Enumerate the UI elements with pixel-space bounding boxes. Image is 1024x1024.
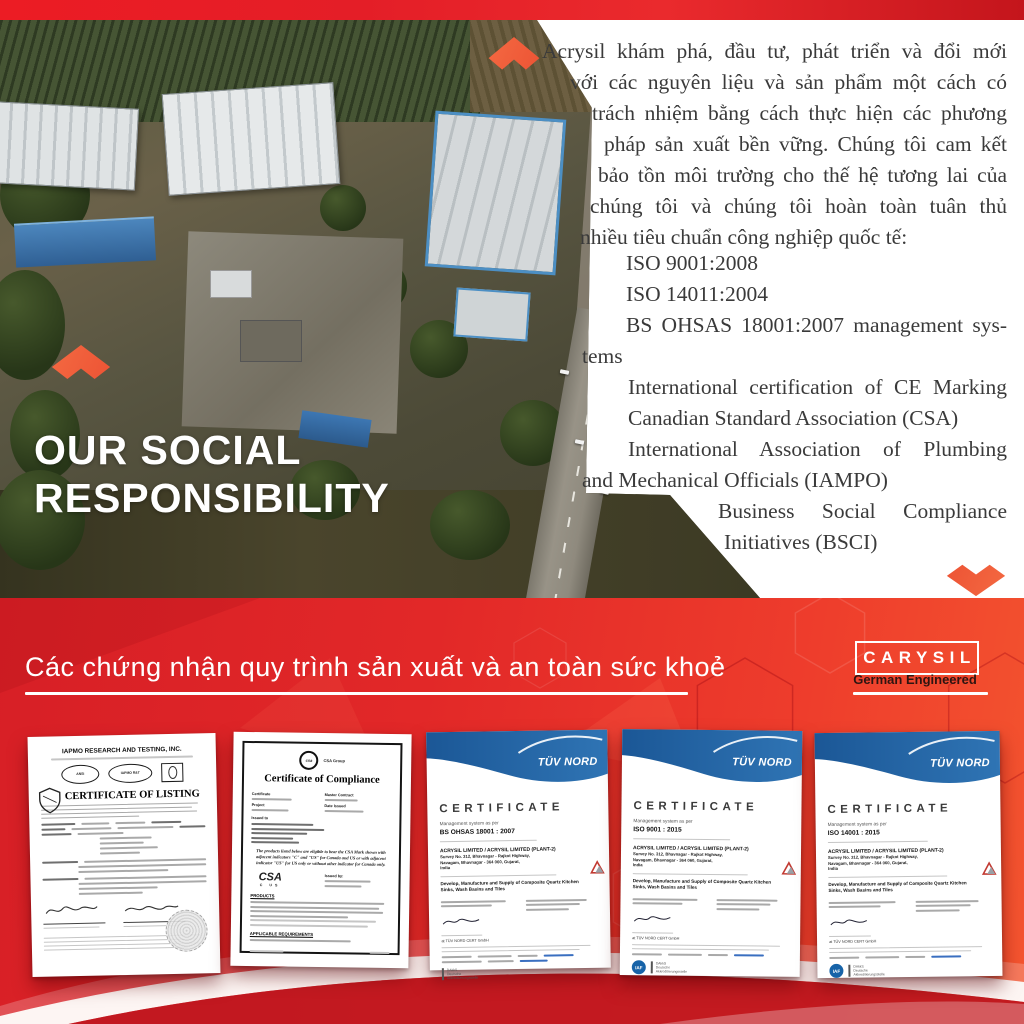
certificate-standard: ISO 14001 : 2015: [827, 828, 880, 837]
carysil-logo-text: CARYSIL: [863, 648, 976, 667]
certificate-scope: Develop, Manufacture and Supply of Composite Quartz Kitchen Sinks, Wash Basins and Tiles: [828, 880, 967, 893]
photo-detail: [162, 82, 341, 196]
signature: [43, 903, 99, 918]
tuv-header: [622, 729, 803, 795]
photo-detail: [320, 185, 366, 231]
photo-detail: [0, 270, 65, 380]
tuv-nord-logo: TÜV NORD: [732, 756, 793, 769]
signature: [441, 916, 481, 928]
certificate-tuv-iso14001: [815, 731, 1003, 978]
acrysil-triangle-logo: [779, 858, 799, 876]
photo-detail: [0, 101, 139, 190]
dakks-logo: DAkkS Deutsche Akkreditierungsstelle: [651, 961, 687, 973]
iaf-logo: IAF: [829, 964, 843, 978]
signature: [829, 917, 869, 928]
field-label: Issued by:: [324, 873, 344, 878]
page-title-line2: RESPONSIBILITY: [34, 475, 390, 521]
field-label: Project: [251, 802, 265, 807]
company-address: Survey No. 312, Bhavnagar - Rajkot Highway, Navagam, Bhavnagar - 364 060, Gujarat, India: [828, 853, 918, 872]
carysil-tagline: German Engineered: [853, 672, 977, 687]
certificate-csa-compliance: [230, 732, 411, 968]
certificate-title: CERTIFICATE: [633, 800, 759, 814]
photo-detail: [430, 490, 510, 560]
standards-item: ISO 14011:2004: [626, 282, 768, 306]
standards-item: Business Social Compliance: [718, 499, 1007, 523]
tuv-nord-logo: TÜV NORD: [929, 756, 990, 770]
acrysil-triangle-logo: [979, 858, 999, 876]
standards-item: tems: [582, 344, 623, 368]
csa-mark-icon: CSA C US: [258, 871, 282, 888]
certificate-tuv-ohsas: [426, 730, 611, 981]
field-label: Date Issued: [324, 803, 346, 809]
certificate-standard: ISO 9001 : 2015: [633, 825, 682, 834]
paragraph-line: nhiều tiêu chuẩn công nghiệp quốc tế:: [580, 225, 908, 249]
certificate-subtitle: Management system as per: [827, 822, 887, 828]
carysil-logo: [855, 641, 979, 675]
standards-item: and Mechanical Officials (IAMPO): [582, 468, 888, 492]
page-title-line1: OUR SOCIAL: [34, 427, 302, 473]
dakks-logo: DAkkS Deutsche Akkreditierungsstelle: [442, 968, 478, 981]
certificate-scope: Develop, Manufacture and Supply of Composite Quartz Kitchen Sinks, Wash Basins and Tiles: [440, 879, 579, 893]
text-placeholder: [41, 802, 205, 819]
standards-item: International Association of Plumbing: [628, 437, 1007, 461]
certificate-title: CERTIFICATE: [827, 802, 953, 816]
standards-item: International certification of CE Marking: [628, 375, 1007, 399]
heading-underline: [25, 692, 688, 695]
paragraph-line: trách nhiệm bằng cách thực hiện các phương: [592, 101, 1007, 125]
section-heading: Các chứng nhận quy trình sản xuất và an toàn sức khoẻ: [25, 652, 726, 682]
certificate-title: CERTIFICATE: [439, 801, 565, 816]
paragraph-line: chúng tôi và chúng tôi hoàn toàn tuân thủ: [590, 194, 1007, 218]
logo-underline: [853, 692, 988, 695]
field-label: Master Contract: [324, 792, 354, 797]
photo-detail: [453, 287, 530, 341]
csa-statement: The products listed below are eligible to bear the CSA Mark shown with adjacent indicators "C" and "US" for Canada and US or with adjacent indicator "US" for US only or without other indicator for Canada only.: [256, 848, 386, 867]
company-address: Survey No. 312, Bhavnagar - Rajkot Highway, Navagam, Bhavnagar - 364 060, Gujarat, India: [632, 851, 723, 868]
paragraph-line: pháp sản xuất bền vững. Chúng tôi cam kết: [604, 132, 1007, 156]
cert-body-name: at TÜV NORD CERT GmbH: [829, 939, 877, 944]
paragraph-line: bảo tồn môi trường cho thế hệ tương lai của: [598, 163, 1007, 187]
certificate-org: IAPMO RESEARCH AND TESTING, INC.: [61, 745, 182, 756]
certificate-scope: Develop, Manufacture and Supply of Composite Quartz Kitchen Sinks, Wash Basins and Tiles: [632, 878, 772, 890]
dakks-logo: DAkkS Deutsche Akkreditierungsstelle: [848, 964, 884, 976]
certificate-title: CERTIFICATE OF LISTING: [64, 787, 200, 802]
certificate-subtitle: Management system as per: [633, 819, 693, 825]
text-placeholder: [829, 897, 990, 915]
intro-paragraph: [540, 36, 1007, 253]
text-placeholder: [41, 821, 206, 896]
section-label: APPLICABLE REQUIREMENTS: [249, 930, 314, 937]
field-label: Issued to: [251, 816, 269, 821]
tuv-header: [426, 730, 608, 797]
upc-shield-icon: [39, 787, 62, 813]
acrysil-triangle-logo: [587, 857, 607, 875]
text-placeholder: [51, 756, 192, 760]
cert-body-name: at TÜV NORD CERT GmbH: [632, 936, 680, 941]
certificate-standard: BS OHSAS 18001 : 2007: [439, 827, 515, 836]
text-placeholder: [441, 896, 598, 915]
standards-item: Initiatives (BSCI): [724, 530, 878, 554]
paragraph-line: với các nguyên liệu và sản phẩm một cách có: [570, 70, 1007, 94]
certificate-company: ACRYSIL LIMITED / ACRYSIL LIMITED (PLANT-2): [827, 847, 944, 856]
signature: [632, 913, 672, 924]
signature: [123, 901, 179, 916]
company-address: Survey No. 312, Bhavnagar - Rajkot Highway, Navagam, Bhavnagar - 364 060, Gujarat, India: [440, 852, 530, 871]
photo-detail: [210, 270, 252, 298]
ansi-stamp: ANSI: [61, 764, 99, 784]
tuv-nord-logo: TÜV NORD: [537, 755, 598, 769]
iapmo-rt-stamp: IAPMO R&T: [108, 763, 152, 783]
certificate-iapmo-listing: [28, 733, 221, 977]
cert-body-name: at TÜV NORD CERT GmbH: [441, 938, 489, 944]
accreditation-stamps: [40, 762, 204, 784]
field-label: Certificate: [251, 791, 271, 796]
paragraph-line: Acrysil khám phá, đầu tư, phát triển và đổi mới: [542, 39, 1007, 63]
photo-detail: [240, 320, 302, 362]
certificate-company: ACRYSIL LIMITED / ACRYSIL LIMITED (PLANT-2): [633, 845, 749, 853]
standards-item: Canadian Standard Association (CSA): [628, 406, 959, 430]
csa-logo-icon: csa: [299, 751, 318, 770]
tuv-header: [815, 731, 1001, 797]
top-red-bar: [0, 0, 1024, 20]
certificate-frame: [240, 741, 403, 955]
standards-item: ISO 9001:2008: [626, 251, 758, 275]
certificate-tuv-iso9001: [620, 729, 803, 977]
certificate-subtitle: Management system as per: [439, 821, 499, 828]
section-label: PRODUCTS: [250, 893, 275, 899]
photo-detail: [14, 216, 156, 267]
certificate-company: ACRYSIL LIMITED / ACRYSIL LIMITED (PLANT-2): [439, 846, 556, 855]
standards-list: [540, 248, 1007, 558]
text-placeholder: [632, 895, 788, 913]
csa-brand: CSA Group: [323, 758, 345, 764]
stamp-icon: [161, 762, 183, 781]
certificate-title: Certificate of Compliance: [264, 773, 380, 786]
standards-item: BS OHSAS 18001:2007 management sys-: [626, 313, 1007, 337]
iaf-logo: IAF: [632, 960, 646, 974]
page-title: [34, 426, 390, 522]
